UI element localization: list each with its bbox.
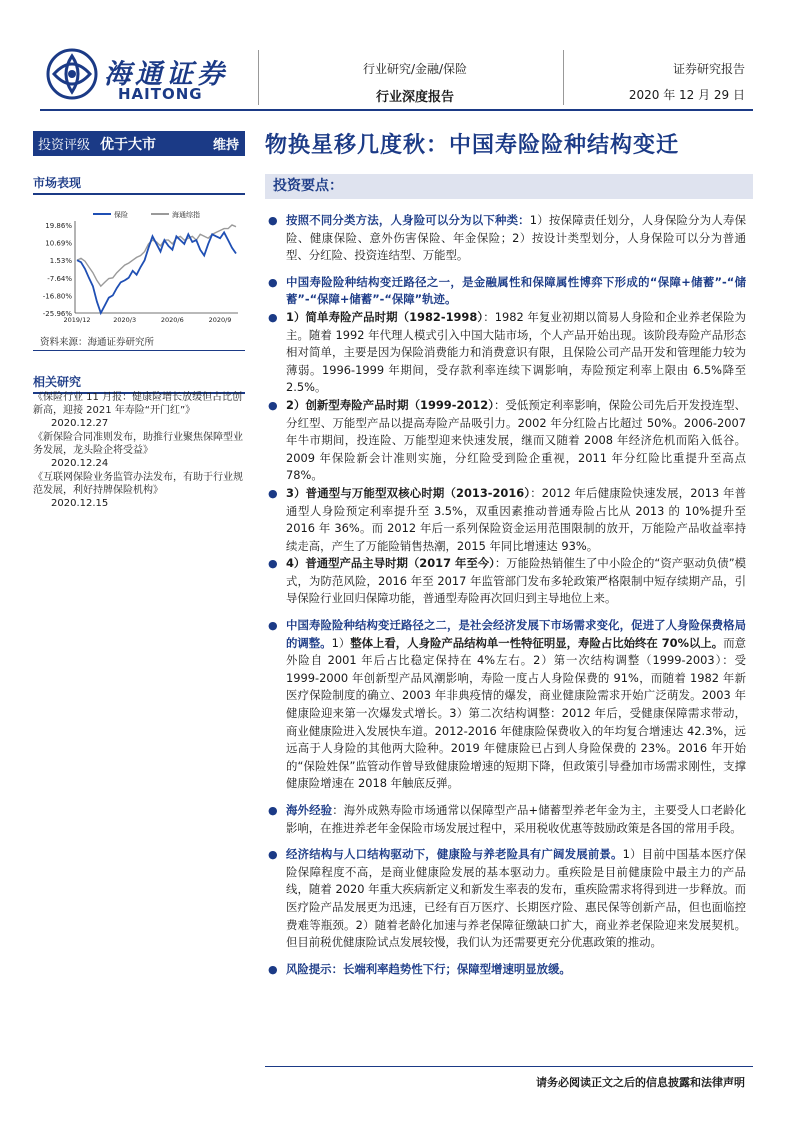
bullet-icon: ● bbox=[268, 557, 278, 571]
point-text: ：海外成熟寿险市场通常以保障型产品+储蓄型养老年金为主，主要受人口老龄化影响，在推进养老年金保险市场发展过程中，采用税收优惠等鼓励政策是各国的常用手段。 bbox=[286, 803, 746, 835]
x-tick-label: 2019/12 bbox=[63, 316, 91, 324]
related-heading: 相关研究 bbox=[33, 373, 245, 394]
sub-point bbox=[268, 555, 746, 608]
bullet-icon: ● bbox=[268, 848, 278, 862]
point-text: 1）目前中国基本医疗保险保障程度不高，是商业健康险发展的基本驱动力。重疾险是目前健康险中最主力的产品线，随着 2020 年重大疾病新定义和新发生率表的发布，重疾险需求将得到进一步释放。而医疗险产品发展更为迅速，已经有百万医疗、长期医疗险、惠民保等创新产品，但也面临控费难等瓶颈。2）随着老龄化加速与养老保障征缴缺口扩大，商业养老保险迎来发展契机。但目前税优健康险试点发展较慢，我们认为还需要更充分优惠政策的推动。 bbox=[286, 847, 746, 950]
y-tick-label: -16.80% bbox=[42, 292, 72, 301]
point-text: 1）按保障责任划分，人身保险分为人寿保险、健康保险、意外伤害保险、年金保险；2）按设计类型划分，人身保险可以分为普通型、分红险、投资连结型、万能型。 bbox=[286, 213, 746, 263]
point-heading: 海外经验 bbox=[286, 803, 333, 817]
sub-text: ：2012 年后健康险快速发展，2013 年普通型人身险预定利率提升至 3.5%，双重因素推动普通寿险占比从 2013 的 10%提升至 2016 年 36%。而 2012 年后一系列保险资金运用范围限制的放开，万能险产品收益率持续走高，产生了万能险销售热潮，2015 年同比增速达 93%。 bbox=[286, 485, 746, 553]
y-tick-label: -7.64% bbox=[47, 274, 72, 283]
key-points-heading: 投资要点： bbox=[265, 174, 753, 199]
related-date: 2020.12.24 bbox=[51, 458, 109, 469]
point-classification bbox=[268, 212, 746, 265]
rating-bar bbox=[33, 131, 245, 156]
point-path-one bbox=[268, 274, 746, 309]
haitong-logo-icon bbox=[46, 48, 98, 100]
sub-heading: 4）普通型产品主导时期（2017 年至今） bbox=[286, 556, 495, 571]
point-heading: 经济结构与人口结构驱动下，健康险与养老险具有广阔发展前景。 bbox=[286, 847, 623, 862]
point-text: 而意外险自 2001 年后占比稳定保持在 4%左右。2）第一次结构调整（1999-2003）：受 1999-2000 年创新型产品风潮影响，寿险一度占人身险保费的 91%，而随着 1982 年新医疗保险制度的确立、2003 年非典疫情的爆发，商业健康险需求开始广泛萌发。2003 年健康险迎来第一次爆发式增长。3）第二次结构调整：2012 年后，受健康保障需求带动，商业健康险进入发展快车道。2012-2016 年健康险保费收入的年均复合增速达 42.3%，远远高于人身险的其他两大险种。2019 年健康险已占到人身险保费的 23%。2016 年开始的“保险姓保”监管动作曾导致健康险增速的短期下降，但政策引导叠加市场需求刚性，支撑健康险增速在 2018 年触底反弹。 bbox=[286, 635, 746, 791]
related-title[interactable]: 《新保险合同准则发布，助推行业聚焦保障型业务发展，龙头险企将受益》 bbox=[33, 432, 243, 456]
sub-point bbox=[268, 397, 746, 485]
point-heading: 按照不同分类方法，人身险可以分为以下种类： bbox=[286, 213, 530, 227]
key-points-body bbox=[268, 212, 746, 987]
point-overseas bbox=[268, 802, 746, 837]
bullet-icon: ● bbox=[268, 275, 278, 289]
point-bold-text: 整体上看，人身险产品结构单一性特征明显，寿险占比始终在 70%以上。 bbox=[350, 635, 724, 650]
bullet-icon: ● bbox=[268, 310, 278, 324]
bullet-icon: ● bbox=[268, 804, 278, 817]
rating-label: 投资评级 bbox=[38, 138, 91, 153]
header-rule bbox=[40, 109, 753, 111]
related-title[interactable]: 《互联网保险业务监管办法发布，有助于行业规范发展，利好持牌保险机构》 bbox=[33, 472, 243, 496]
header-divider bbox=[258, 50, 259, 105]
sub-text: ：受低预定利率影响，保险公司先后开发投连型、分红型、万能型产品以提高寿险产品吸引力。2002 年分红险占比超过 50%。2006-2007 年牛市期间，投连险、万能型迎来快速发展，继而又随着 2008 年经济危机而陷入低谷。2009 年保险新会计准则实施，分红险受到险企重视，2011 年分红险比重提升至高点 78%。 bbox=[286, 397, 746, 483]
point-heading: 风险提示 bbox=[286, 961, 332, 976]
market-chart bbox=[33, 205, 245, 330]
series-line-insurance bbox=[77, 232, 236, 313]
footer-disclaimer[interactable]: 请务必阅读正文之后的信息披露和法律声明 bbox=[536, 1076, 745, 1089]
legend-label: 海通综指 bbox=[172, 211, 200, 219]
sub-text: ：1982 年复业初期以简易人身险和企业养老保险为主。随着 1992 年代理人模式引入中国大陆市场，个人产品开始出现。该阶段寿险产品形态相对简单，主要是因为保险消费能力和消费意识有限，且保险公司产品开发和管理能力较为薄弱。1996-1999 年期间，受存款利率连续下调影响，寿险预定利率上限由 6.5%降至 2.5%。 bbox=[286, 309, 746, 395]
related-list bbox=[33, 391, 245, 511]
bullet-icon: ● bbox=[268, 214, 278, 227]
y-tick-label: 19.86% bbox=[45, 222, 72, 230]
bullet-icon: ● bbox=[268, 486, 278, 500]
point-outlook bbox=[268, 846, 746, 952]
point-heading: 中国寿险险种结构变迁路径之一，是金融属性和保障属性博弈下形成的“保障+储蓄”-“储蓄”-“保障+储蓄”-“保障”轨迹。 bbox=[286, 274, 746, 307]
bullet-icon: ● bbox=[268, 962, 278, 976]
y-tick-label: 10.69% bbox=[45, 239, 72, 248]
point-text: ：长端利率趋势性下行；保障型增速明显放缓。 bbox=[331, 961, 571, 976]
x-tick-label: 2020/3 bbox=[113, 316, 137, 324]
market-heading: 市场表现 bbox=[33, 174, 245, 195]
sub-point bbox=[268, 485, 746, 555]
related-item[interactable] bbox=[33, 471, 245, 510]
related-item[interactable] bbox=[33, 431, 245, 470]
chart-source: 资料来源：海通证券研究所 bbox=[40, 337, 155, 348]
y-tick-label: 1.53% bbox=[49, 257, 72, 266]
header-divider bbox=[563, 50, 564, 105]
x-tick-label: 2020/6 bbox=[160, 316, 184, 324]
bullet-icon: ● bbox=[268, 398, 278, 412]
report-date: 2020 年 12 月 29 日 bbox=[628, 88, 745, 102]
footer-rule bbox=[265, 1066, 753, 1067]
report-title: 物换星移几度秋：中国寿险险种结构变迁 bbox=[265, 132, 680, 158]
legend-label: 保险 bbox=[114, 211, 128, 219]
rating-action: 维持 bbox=[212, 138, 239, 153]
sub-heading: 1）简单寿险产品时期（1982-1998） bbox=[286, 309, 484, 324]
sub-heading: 3）普通型与万能型双核心时期（2013-2016） bbox=[286, 485, 531, 500]
logo-name-en: HAITONG bbox=[118, 85, 203, 103]
related-title[interactable]: 《保险行业 11 月报：健康险增长放缓但占比创新高，迎接 2021 年寿险“开门红”》 bbox=[33, 392, 243, 416]
bullet-icon: ● bbox=[268, 619, 278, 633]
point-path-two bbox=[268, 617, 746, 793]
divider bbox=[33, 350, 245, 351]
point-text: 1） bbox=[331, 635, 351, 650]
y-tick-label: -25.96% bbox=[42, 310, 72, 318]
point-risk bbox=[268, 961, 746, 979]
report-label: 证券研究报告 bbox=[672, 62, 745, 76]
x-tick-label: 2020/9 bbox=[208, 316, 232, 324]
rating-value: 优于大市 bbox=[100, 136, 157, 153]
logo-name-cn: 海通证券 bbox=[104, 59, 228, 90]
report-type: 行业深度报告 bbox=[375, 90, 454, 105]
report-category: 行业研究/金融/保险 bbox=[362, 62, 468, 76]
related-date: 2020.12.27 bbox=[51, 418, 109, 429]
sub-heading: 2）创新型寿险产品时期（1999-2012） bbox=[286, 397, 494, 412]
sub-point bbox=[268, 309, 746, 397]
related-item[interactable] bbox=[33, 391, 245, 430]
point-heading: 中国寿险险种结构变迁路径之二，是社会经济发展下市场需求变化，促进了人身险保费格局的调整。 bbox=[286, 618, 746, 650]
sub-text: ：万能险热销催生了中小险企的“资产驱动负债”模式，为防范风险，2016 年至 2017 年监管部门发布多轮政策严格限制中短存续期产品，引导保险行业回归保障功能，普通型寿险再次回归到主导地位上来。 bbox=[286, 556, 746, 606]
related-date: 2020.12.15 bbox=[51, 498, 109, 509]
